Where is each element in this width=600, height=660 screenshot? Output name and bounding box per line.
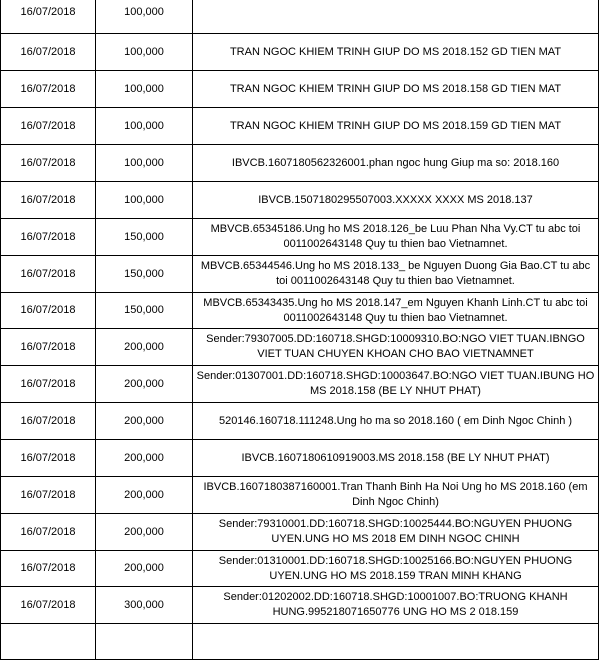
- description-cell: 520146.160718.111248.Ung ho ma so 2018.160 ( em Dinh Ngoc Chinh ): [193, 403, 599, 440]
- description-cell: Sender:01310001.DD:160718.SHGD:10025166.BO:NGUYEN PHUONG UYEN.UNG HO MS 2018.159 TRAN MINH KHANG: [193, 551, 599, 587]
- description-cell: Sender:01307001.DD:160718.SHGD:10003647.BO:NGO VIET TUAN.IBUNG HO MS 2018.158 (BE LY NHUT PHAT): [193, 366, 599, 403]
- amount-cell: 100,000: [96, 71, 193, 108]
- date-cell: 16/07/2018: [1, 551, 96, 587]
- amount-cell: [96, 624, 193, 660]
- description-cell: IBVCB.1507180295507003.XXXXX XXXX MS 2018.137: [193, 182, 599, 219]
- table-row: [1, 256, 599, 293]
- table-row: [1, 366, 599, 403]
- description-cell: Sender:79307005.DD:160718.SHGD:10009310.BO:NGO VIET TUAN.IBNGO VIET TUAN CHUYEN KHOAN CHO BAO VIETNAMNET: [193, 329, 599, 366]
- table-row: [1, 514, 599, 551]
- date-cell: 16/07/2018: [1, 145, 96, 182]
- amount-cell: 100,000: [96, 182, 193, 219]
- description-cell: MBVCB.65343435.Ung ho MS 2018.147_em Nguyen Khanh Linh.CT tu abc toi 0011002643148 Quy tu thien bao Vietnamnet.: [193, 293, 599, 329]
- date-cell: 16/07/2018: [1, 514, 96, 551]
- date-cell: 16/07/2018: [1, 219, 96, 256]
- description-cell: [193, 0, 599, 34]
- amount-cell: 200,000: [96, 477, 193, 514]
- description-cell: MBVCB.65344546.Ung ho MS 2018.133_ be Nguyen Duong Gia Bao.CT tu abc toi 0011002643148 Quy tu thien bao Vietnamnet.: [193, 256, 599, 293]
- amount-cell: 100,000: [96, 0, 193, 34]
- description-cell: [193, 624, 599, 660]
- description-cell: TRAN NGOC KHIEM TRINH GIUP DO MS 2018.159 GD TIEN MAT: [193, 108, 599, 145]
- description-cell: IBVCB.1607180610919003.MS 2018.158 (BE LY NHUT PHAT): [193, 440, 599, 477]
- date-cell: 16/07/2018: [1, 403, 96, 440]
- table-row: [1, 219, 599, 256]
- amount-cell: 100,000: [96, 108, 193, 145]
- date-cell: 16/07/2018: [1, 108, 96, 145]
- date-cell: 16/07/2018: [1, 256, 96, 293]
- description-cell: IBVCB.1607180387160001.Tran Thanh Binh Ha Noi Ung ho MS 2018.160 (em Dinh Ngoc Chinh): [193, 477, 599, 514]
- description-cell: MBVCB.65345186.Ung ho MS 2018.126_be Luu Phan Nha Vy.CT tu abc toi 0011002643148 Quy tu thien bao Vietnamnet.: [193, 219, 599, 256]
- table-row: [1, 329, 599, 366]
- table-row: [1, 477, 599, 514]
- amount-cell: 150,000: [96, 219, 193, 256]
- date-cell: 16/07/2018: [1, 71, 96, 108]
- description-cell: Sender:79310001.DD:160718.SHGD:10025444.BO:NGUYEN PHUONG UYEN.UNG HO MS 2018 EM DINH NGOC CHINH: [193, 514, 599, 551]
- table-row: [1, 182, 599, 219]
- date-cell: 16/07/2018: [1, 34, 96, 71]
- table-row: [1, 145, 599, 182]
- amount-cell: 100,000: [96, 34, 193, 71]
- table-row: [1, 624, 599, 660]
- date-cell: 16/07/2018: [1, 329, 96, 366]
- amount-cell: 200,000: [96, 403, 193, 440]
- table-row: [1, 551, 599, 587]
- amount-cell: 100,000: [96, 145, 193, 182]
- table-body: [1, 0, 599, 660]
- table-row: [1, 34, 599, 71]
- table-row: [1, 587, 599, 624]
- description-cell: TRAN NGOC KHIEM TRINH GIUP DO MS 2018.158 GD TIEN MAT: [193, 71, 599, 108]
- table-row: [1, 293, 599, 329]
- amount-cell: 150,000: [96, 293, 193, 329]
- description-cell: Sender:01202002.DD:160718.SHGD:10001007.BO:TRUONG KHANH HUNG.995218071650776 UNG HO MS 2 018.159: [193, 587, 599, 624]
- table-row: [1, 0, 599, 34]
- amount-cell: 300,000: [96, 587, 193, 624]
- table-row: [1, 108, 599, 145]
- date-cell: 16/07/2018: [1, 0, 96, 34]
- date-cell: 16/07/2018: [1, 587, 96, 624]
- amount-cell: 200,000: [96, 551, 193, 587]
- table-row: [1, 71, 599, 108]
- amount-cell: 200,000: [96, 440, 193, 477]
- table-row: [1, 403, 599, 440]
- amount-cell: 200,000: [96, 514, 193, 551]
- date-cell: 16/07/2018: [1, 366, 96, 403]
- description-cell: TRAN NGOC KHIEM TRINH GIUP DO MS 2018.152 GD TIEN MAT: [193, 34, 599, 71]
- amount-cell: 200,000: [96, 366, 193, 403]
- date-cell: 16/07/2018: [1, 182, 96, 219]
- date-cell: [1, 624, 96, 660]
- description-cell: IBVCB.1607180562326001.phan ngoc hung Giup ma so: 2018.160: [193, 145, 599, 182]
- amount-cell: 200,000: [96, 329, 193, 366]
- date-cell: 16/07/2018: [1, 477, 96, 514]
- date-cell: 16/07/2018: [1, 293, 96, 329]
- amount-cell: 150,000: [96, 256, 193, 293]
- table-row: [1, 440, 599, 477]
- date-cell: 16/07/2018: [1, 440, 96, 477]
